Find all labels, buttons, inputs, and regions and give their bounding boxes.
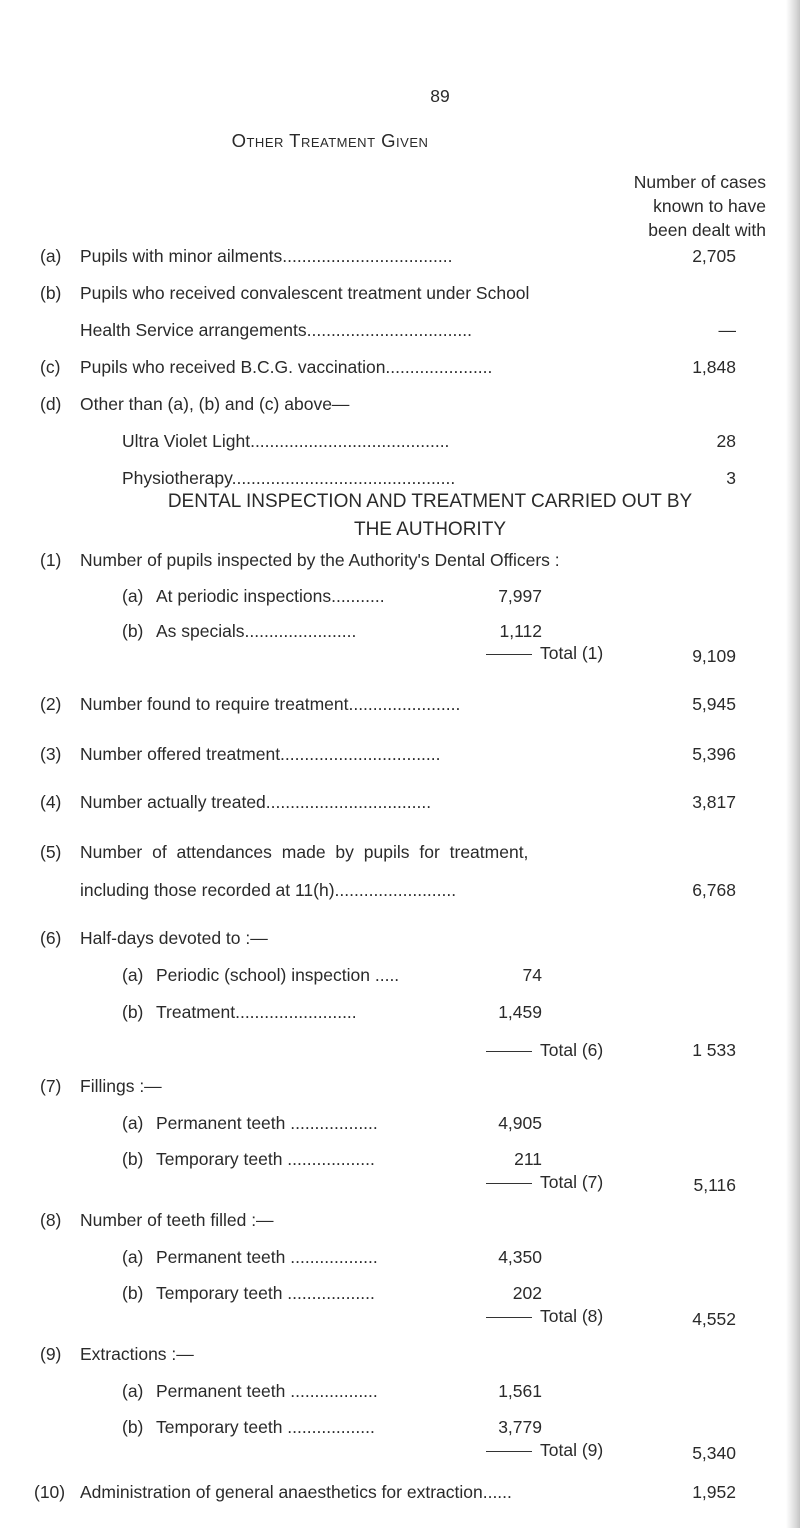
total-value: 9,109 bbox=[692, 646, 736, 666]
item-text: Half-days devoted to :— bbox=[80, 928, 268, 948]
row-label: (d) bbox=[40, 394, 62, 414]
item-text: Extractions :— bbox=[80, 1344, 194, 1364]
row-text: Physiotherapy.............................................. bbox=[122, 468, 456, 488]
item-key: (a) bbox=[122, 965, 144, 985]
row-value: — bbox=[718, 320, 736, 340]
item-value: 1,561 bbox=[498, 1381, 542, 1401]
item-key: (10) bbox=[34, 1482, 66, 1502]
item-text: Number actually treated.................................. bbox=[80, 792, 432, 812]
row-text: Pupils who received convalescent treatment under School bbox=[80, 283, 530, 303]
row-label: (b) bbox=[40, 283, 62, 303]
item-key: (a) bbox=[122, 1247, 144, 1267]
item-key: (9) bbox=[40, 1344, 62, 1364]
page-edge-shadow bbox=[786, 0, 800, 1528]
item-value: 6,768 bbox=[692, 880, 736, 900]
total-row bbox=[486, 1440, 603, 1461]
item-text: including those recorded at 11(h)......................... bbox=[80, 880, 457, 900]
total-value: 5,340 bbox=[692, 1443, 736, 1463]
item-key: (b) bbox=[122, 1283, 144, 1303]
item-text: Permanent teeth .................. bbox=[156, 1113, 378, 1133]
item-value: 3,817 bbox=[692, 792, 736, 812]
total-row bbox=[486, 1306, 603, 1327]
item-text: Administration of general anaesthetics for extraction...... bbox=[80, 1482, 512, 1502]
item-text: Number found to require treatment....................... bbox=[80, 694, 461, 714]
item-text: Temporary teeth .................. bbox=[156, 1283, 375, 1303]
item-text: Number of teeth filled :— bbox=[80, 1210, 274, 1230]
item-value: 1,952 bbox=[692, 1482, 736, 1502]
item-value: 4,905 bbox=[498, 1113, 542, 1133]
item-text: Permanent teeth .................. bbox=[156, 1381, 378, 1401]
item-value: 1,459 bbox=[498, 1002, 542, 1022]
item-key: (8) bbox=[40, 1210, 62, 1230]
row-label: (c) bbox=[40, 357, 61, 377]
total-rule bbox=[486, 1051, 532, 1052]
item-text: Treatment......................... bbox=[156, 1002, 357, 1022]
item-key: (6) bbox=[40, 928, 62, 948]
item-key: (3) bbox=[40, 744, 62, 764]
item-key: (2) bbox=[40, 694, 62, 714]
total-rule bbox=[486, 1317, 532, 1318]
item-key: (b) bbox=[122, 1002, 144, 1022]
item-key: (b) bbox=[122, 1417, 144, 1437]
total-label: Total (7) bbox=[540, 1172, 604, 1192]
row-text: Pupils with minor ailments................................... bbox=[80, 246, 453, 266]
total-row bbox=[486, 1040, 603, 1061]
row-text: Pupils who received B.C.G. vaccination...................... bbox=[80, 357, 493, 377]
total-row bbox=[486, 643, 603, 664]
dental-title-line: DENTAL INSPECTION AND TREATMENT CARRIED OUT BY bbox=[167, 491, 693, 512]
dental-section-title bbox=[80, 488, 780, 544]
row-value: 3 bbox=[726, 468, 736, 488]
total-value: 1 533 bbox=[692, 1040, 736, 1060]
row-value: 1,848 bbox=[692, 357, 736, 377]
row-value: 28 bbox=[716, 431, 736, 451]
item-value: 5,396 bbox=[692, 744, 736, 764]
item-key: (4) bbox=[40, 792, 62, 812]
total-rule bbox=[486, 1451, 532, 1452]
item-text: Number of attendances made by pupils for treatment, bbox=[80, 842, 529, 862]
item-text: Periodic (school) inspection ..... bbox=[156, 965, 400, 985]
item-key: (b) bbox=[122, 621, 144, 641]
item-value: 211 bbox=[514, 1149, 542, 1169]
item-value: 74 bbox=[522, 965, 542, 985]
total-value: 4,552 bbox=[692, 1309, 736, 1329]
column-heading-line: been dealt with bbox=[648, 220, 766, 240]
row-text: Health Service arrangements.................................. bbox=[80, 320, 472, 340]
column-heading bbox=[634, 170, 766, 242]
dental-title-line: THE AUTHORITY bbox=[353, 519, 506, 540]
item-key: (a) bbox=[122, 1113, 144, 1133]
item-value: 202 bbox=[512, 1283, 542, 1303]
item-value: 1,112 bbox=[499, 621, 542, 641]
item-key: (7) bbox=[40, 1076, 62, 1096]
item-text: Temporary teeth .................. bbox=[156, 1149, 375, 1169]
column-heading-line: known to have bbox=[653, 196, 766, 216]
row-label: (a) bbox=[40, 246, 62, 266]
item-text: Number of pupils inspected by the Authority's Dental Officers : bbox=[80, 550, 560, 570]
item-text: Temporary teeth .................. bbox=[156, 1417, 375, 1437]
row-value: 2,705 bbox=[692, 246, 736, 266]
item-key: (1) bbox=[40, 550, 62, 570]
section-title-other-treatment: Other Treatment Given bbox=[231, 130, 429, 151]
item-text: Permanent teeth .................. bbox=[156, 1247, 378, 1267]
item-value: 4,350 bbox=[498, 1247, 542, 1267]
item-value: 7,997 bbox=[498, 586, 542, 606]
item-key: (5) bbox=[40, 842, 62, 862]
total-label: Total (9) bbox=[540, 1440, 604, 1460]
total-row bbox=[486, 1172, 603, 1193]
item-text: As specials....................... bbox=[156, 621, 357, 641]
total-label: Total (1) bbox=[540, 643, 604, 663]
row-text: Other than (a), (b) and (c) above— bbox=[80, 394, 350, 414]
total-label: Total (6) bbox=[540, 1040, 604, 1060]
total-rule bbox=[486, 654, 532, 655]
item-key: (a) bbox=[122, 586, 144, 606]
total-label: Total (8) bbox=[540, 1306, 604, 1326]
total-rule bbox=[486, 1183, 532, 1184]
row-text: Ultra Violet Light......................................... bbox=[122, 431, 450, 451]
total-value: 5,116 bbox=[693, 1175, 736, 1195]
item-text: At periodic inspections........... bbox=[156, 586, 385, 606]
item-key: (a) bbox=[122, 1381, 144, 1401]
item-value: 5,945 bbox=[692, 694, 736, 714]
item-text: Number offered treatment................................. bbox=[80, 744, 441, 764]
column-heading-line: Number of cases bbox=[633, 172, 766, 192]
item-value: 3,779 bbox=[498, 1417, 542, 1437]
item-key: (b) bbox=[122, 1149, 144, 1169]
item-text: Fillings :— bbox=[80, 1076, 162, 1096]
page-number: 89 bbox=[430, 86, 450, 106]
